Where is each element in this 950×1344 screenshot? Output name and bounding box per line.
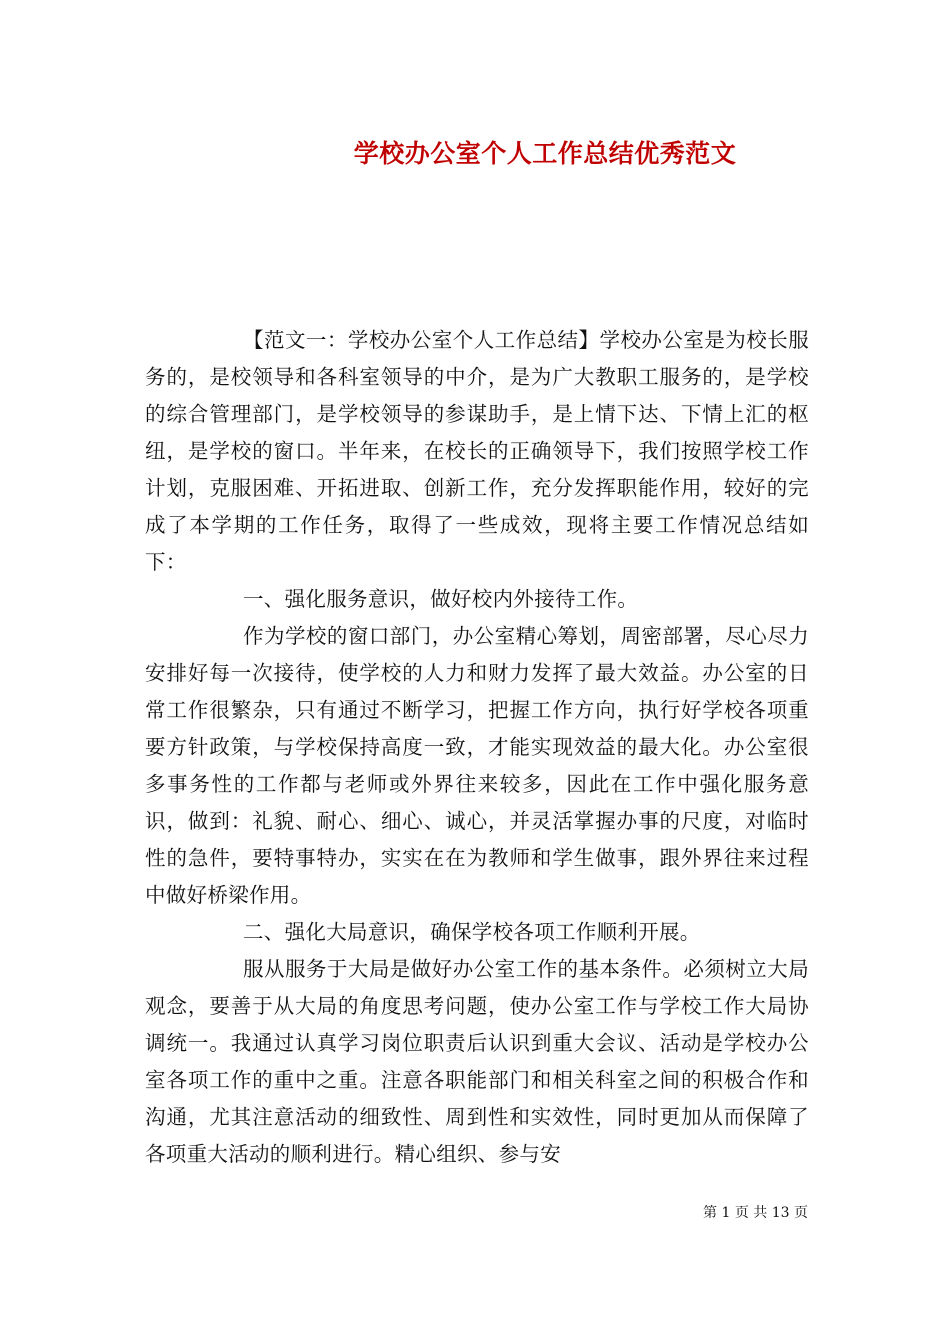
paragraph-heading-1: 一、强化服务意识，做好校内外接待工作。 (243, 587, 639, 611)
paragraph-heading-2: 二、强化大局意识，确保学校各项工作顺利开展。 (243, 920, 701, 944)
page-number-footer: 第 1 页 共 13 页 (703, 1205, 808, 1221)
paragraph-section-1: 作为学校的窗口部门，办公室精心筹划，周密部署，尽心尽力安排好每一次接待，使学校的人力和财力发挥了最大效益。办公室的日常工作很繁杂，只有通过不断学习，把握工作方向，执行好学校各项重要方针政策，与学校保持高度一致，才能实现效益的最大化。办公室很多事务性的工作都与老师或外界往来较多，因此在工作中强化服务意识，做到：礼貌、耐心、细心、诚心，并灵活掌握办事的尺度，对临时性的急件，要特事特办，实实在在为教师和学生做事，跟外界往来过程中做好桥梁作用。 (145, 624, 809, 907)
paragraph-intro: 【范文一：学校办公室个人工作总结】学校办公室是为校长服务的，是校领导和各科室领导的中介，是为广大教职工服务的，是学校的综合管理部门，是学校领导的参谋助手，是上情下达、下情上汇的枢纽，是学校的窗口。半年来，在校长的正确领导下，我们按照学校工作计划，克服困难、开拓进取、创新工作，充分发挥职能作用，较好的完成了本学期的工作任务，取得了一些成效，现将主要工作情况总结如下： (145, 328, 809, 574)
document-body (145, 322, 809, 1173)
document-title: 学校办公室个人工作总结优秀范文 (353, 139, 737, 168)
paragraph-section-2: 服从服务于大局是做好办公室工作的基本条件。必须树立大局观念，要善于从大局的角度思考问题，使办公室工作与学校工作大局协调统一。我通过认真学习岗位职责后认识到重大会议、活动是学校办公室各项工作的重中之重。注意各职能部门和相关科室之间的积极合作和沟通，尤其注意活动的细致性、周到性和实效性，同时更加从而保障了各项重大活动的顺利进行。精心组织、参与安 (145, 957, 809, 1166)
